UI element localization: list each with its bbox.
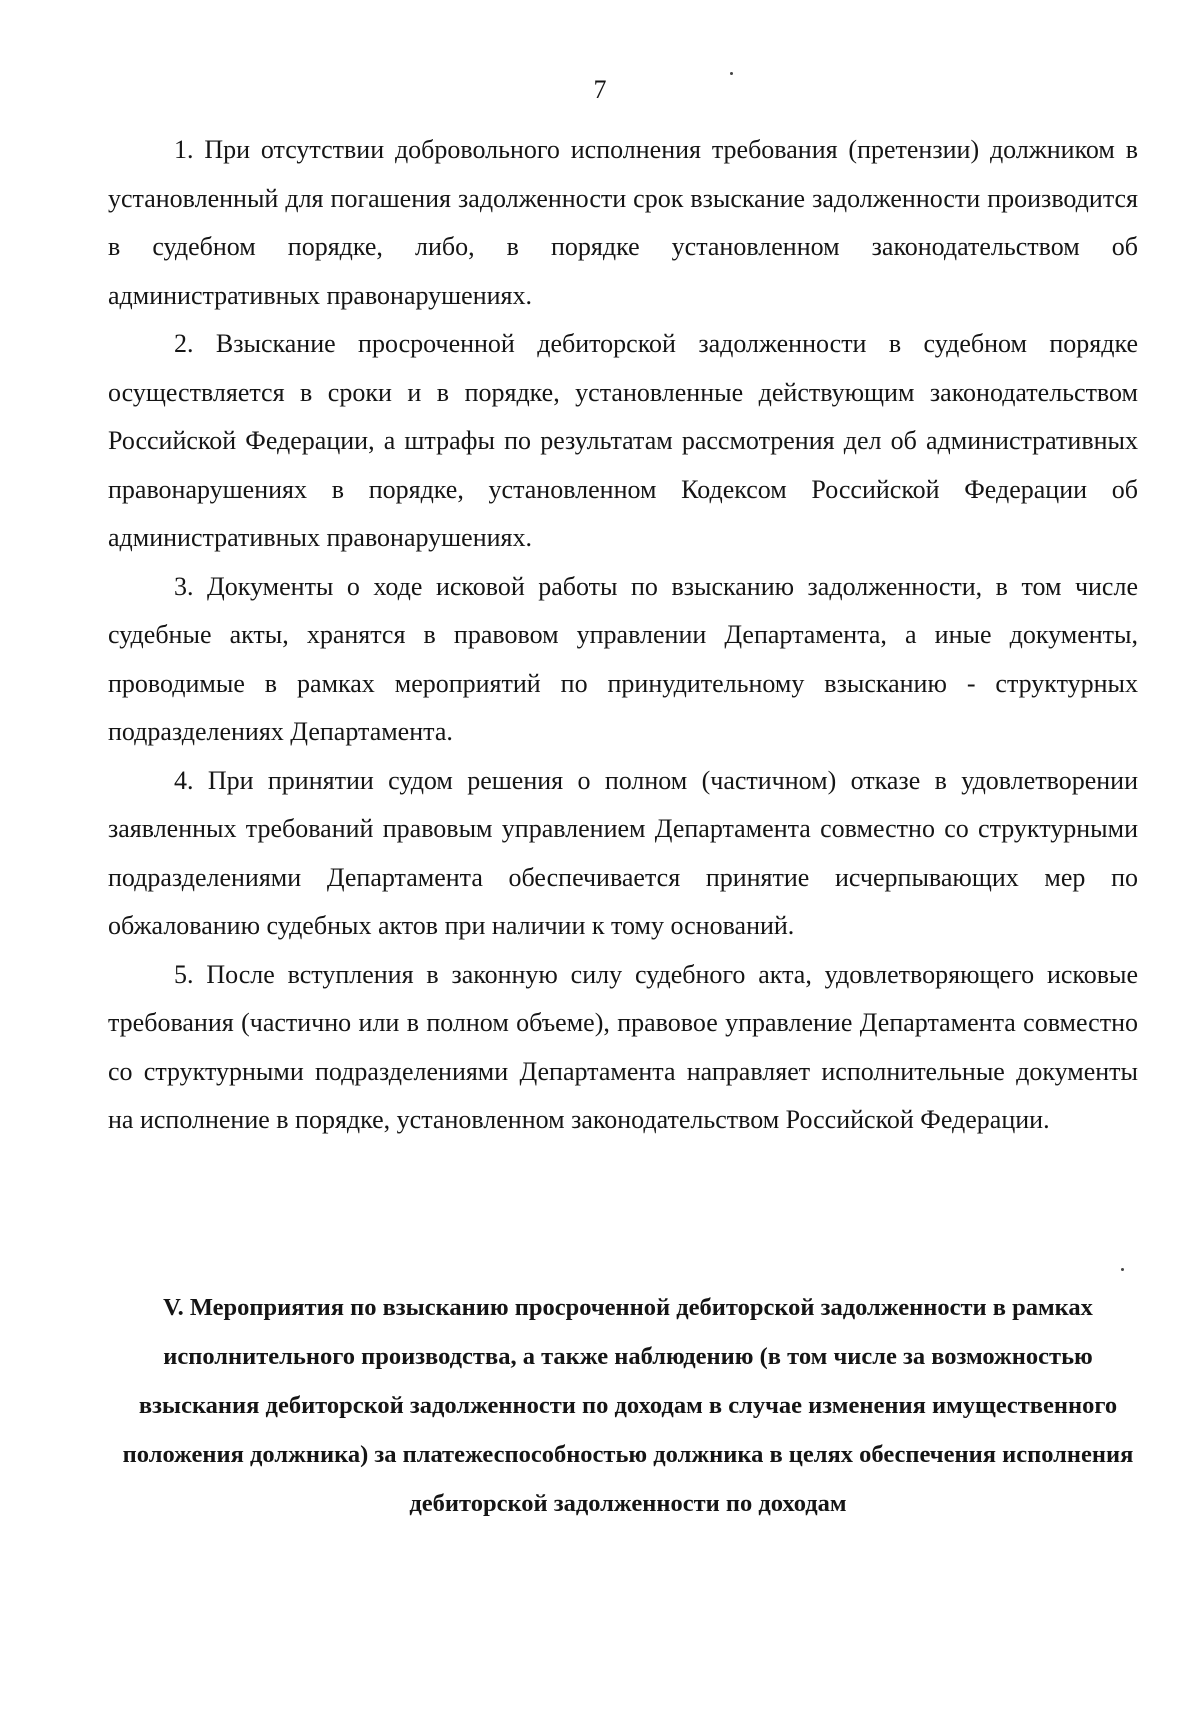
paragraph-3: 3. Документы о ходе исковой работы по взысканию задолженности, в том числе судебные акты, хранятся в правовом управлении Департамента, а иные документы, проводимые в рамках мероприятий по принудительному взысканию - структурных подразделениях Департамента. xyxy=(108,571,1138,746)
paragraph-5: 5. После вступления в законную силу судебного акта, удовлетворяющего исковые требования (частично или в полном объеме), правовое управление Департамента совместно со структурными подразделениями Департамента направляет исполнительные документы на исполнение в порядке, установленном законодательством Российской Федерации. xyxy=(108,959,1138,1134)
scan-speck xyxy=(1121,1268,1124,1271)
document-body xyxy=(108,126,1138,1145)
scan-speck xyxy=(730,72,733,75)
paragraph-1: 1. При отсутствии добровольного исполнения требования (претензии) должником в установленный для погашения задолженности срок взыскание задолженности производится в судебном порядке, либо, в порядке установленном законодательством об административных правонарушениях. xyxy=(108,135,1138,310)
page-number: 7 xyxy=(593,75,607,104)
paragraph-4: 4. При принятии судом решения о полном (частичном) отказе в удовлетворении заявленных требований правовым управлением Департамента совместно со структурными подразделениями Департамента обеспечивается принятие исчерпывающих мер по обжалованию судебных актов при наличии к тому оснований. xyxy=(108,765,1138,940)
section-heading: V. Мероприятия по взысканию просроченной дебиторской задолженности в рамках исполнительного производства, а также наблюдению (в том числе за возможностью взыскания дебиторской задолженности по доходам в случае изменения имущественного положения должника) за платежеспособностью должника в целях обеспечения исполнения дебиторской задолженности по доходам xyxy=(122,1294,1134,1517)
paragraph-2: 2. Взыскание просроченной дебиторской задолженности в судебном порядке осуществляется в сроки и в порядке, установленные действующим законодательством Российской Федерации, а штрафы по результатам рассмотрения дел об административных правонарушениях в порядке, установленном Кодексом Российской Федерации об административных правонарушениях. xyxy=(108,329,1138,552)
